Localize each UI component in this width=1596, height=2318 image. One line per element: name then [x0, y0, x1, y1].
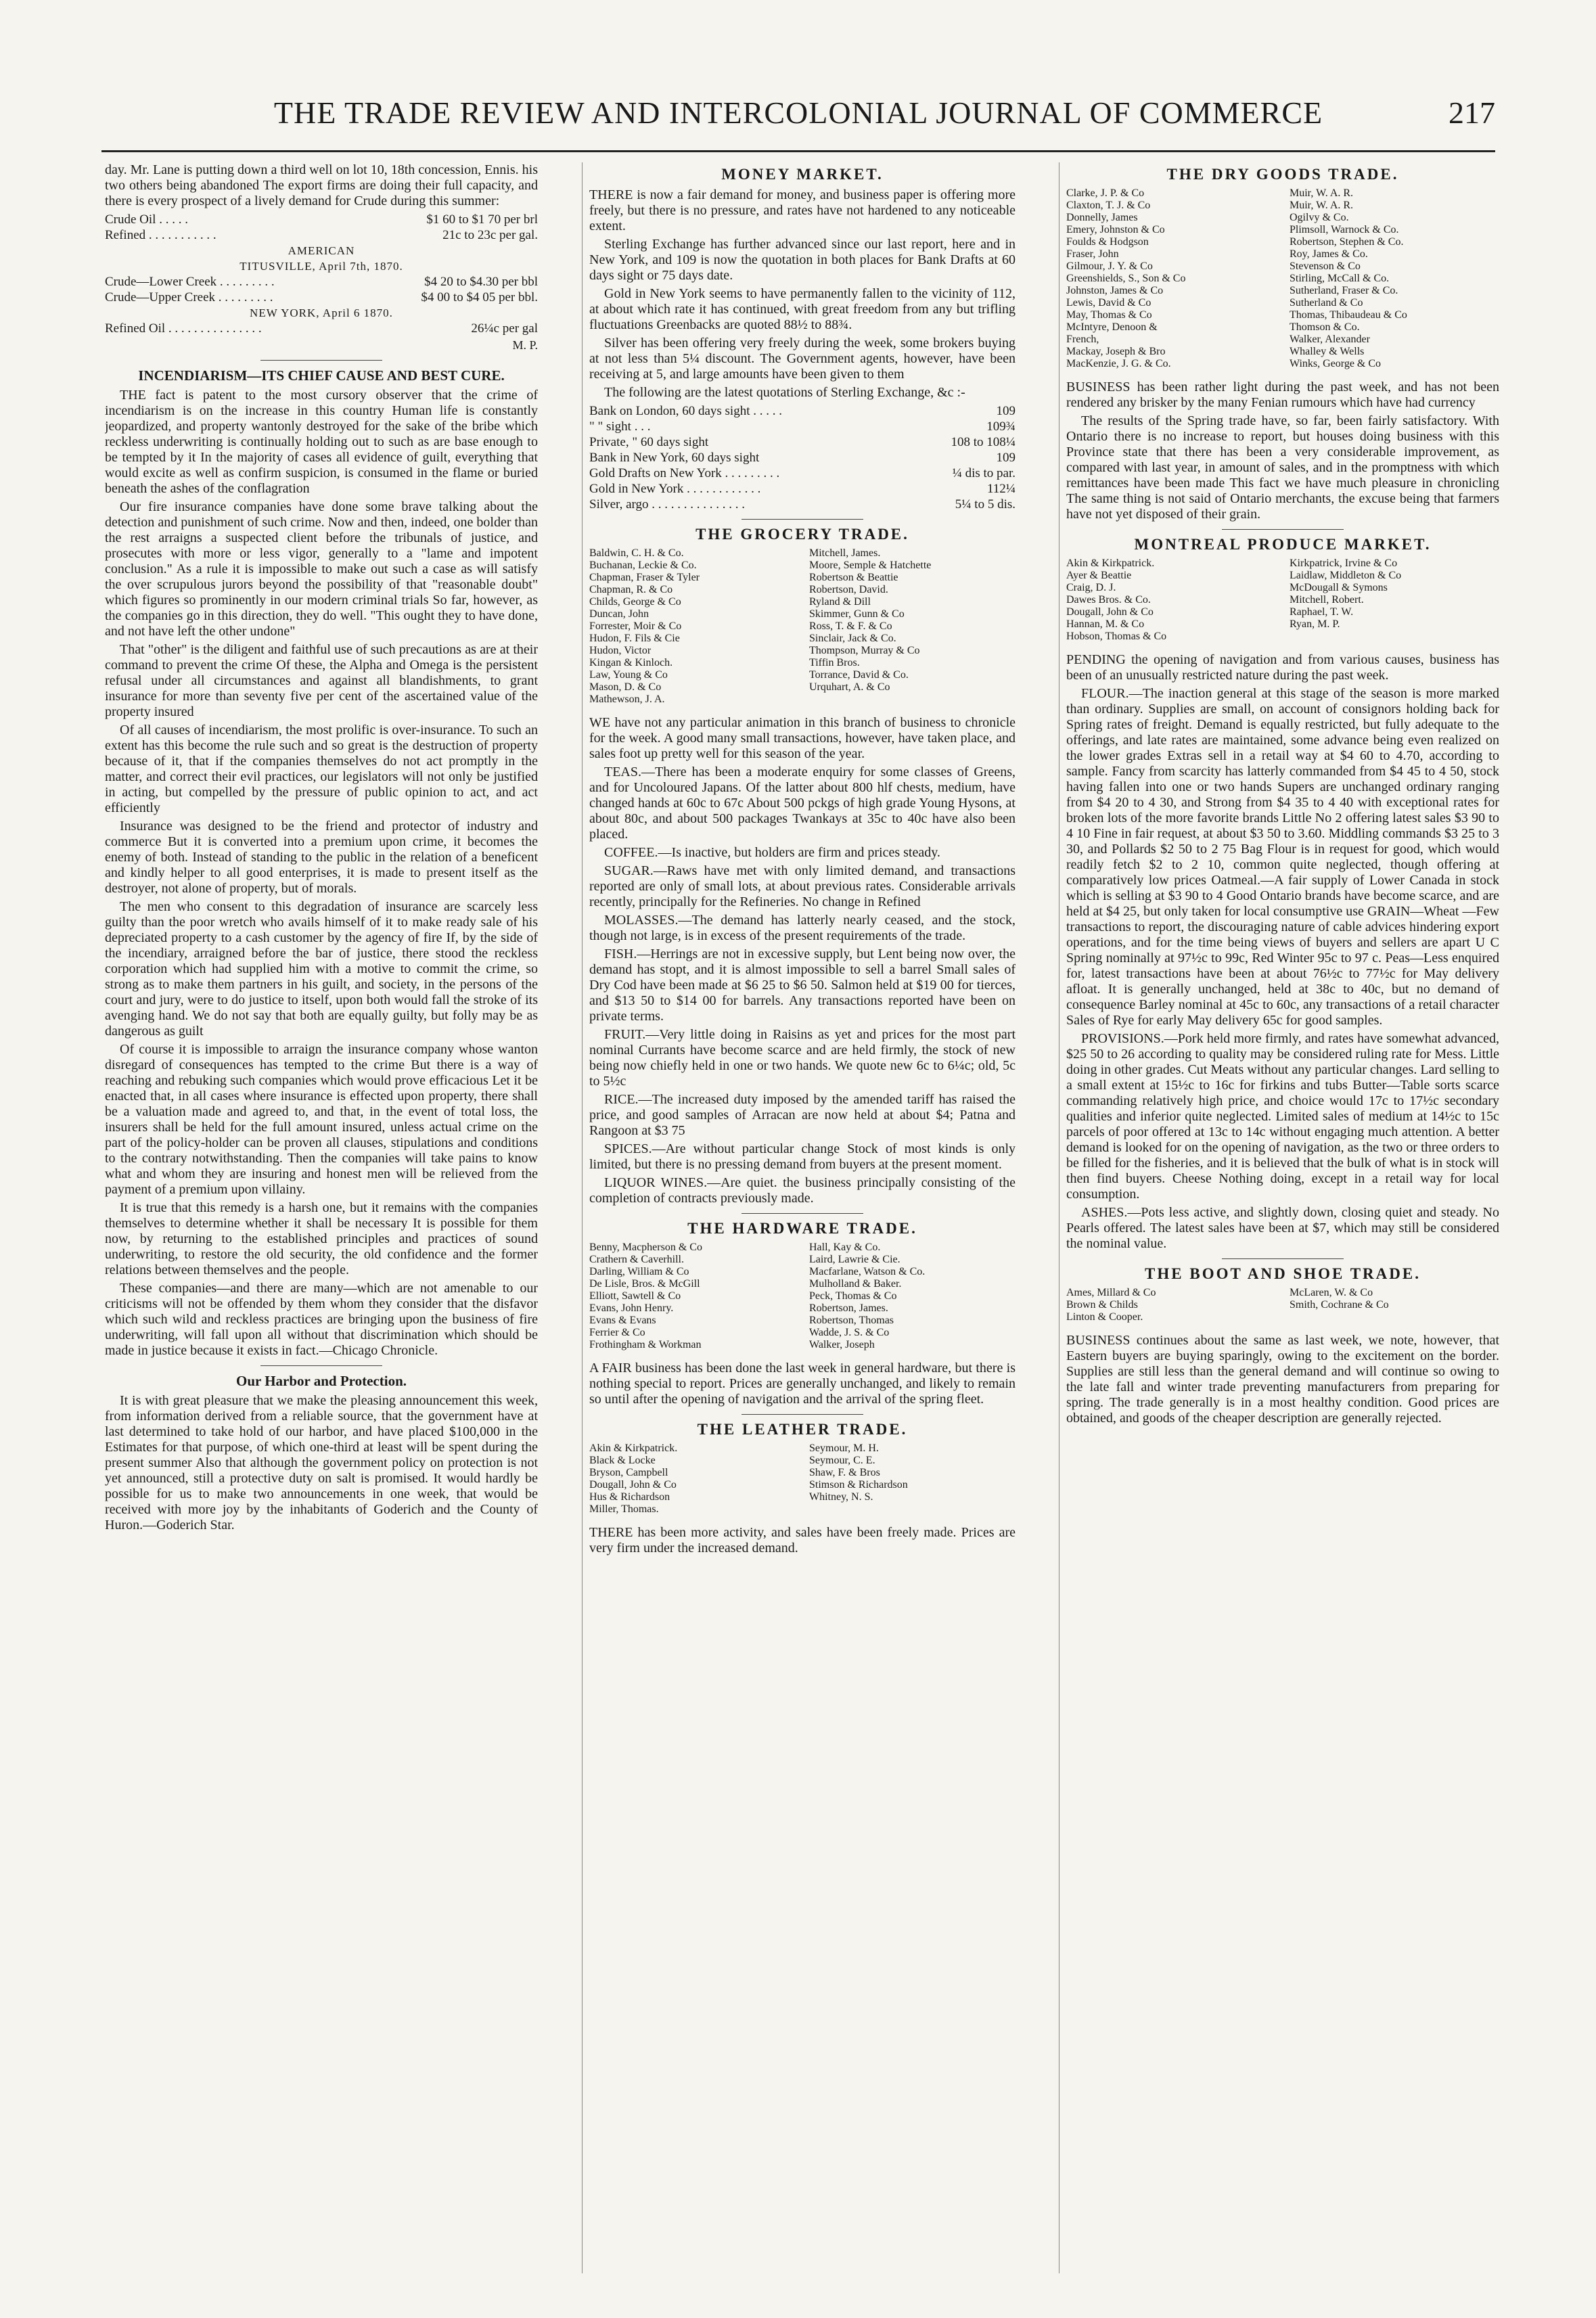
firm-name: Ryland & Dill	[809, 596, 871, 608]
new-york-date: NEW YORK, April 6 1870.	[250, 306, 393, 319]
article-paragraph: That "other" is the diligent and faithful use of such precautions as are at their command to prevent the crime Of these, the Alpha and Omega is the persistent refusal under all circumstances and against all blandishments, to grant insurance for more than seventy five per cent of the ascertained value of the property insured	[105, 642, 538, 719]
firm-name: Robertson, Stephen & Co.	[1290, 236, 1404, 248]
quote-label: " " sight . . .	[589, 419, 651, 434]
firm-name: Evans & Evans	[589, 1315, 656, 1326]
firm-name: Buchanan, Leckie & Co.	[589, 560, 697, 571]
firm-name: Elliott, Sawtell & Co	[589, 1290, 681, 1302]
firm-name: Miller, Thomas.	[589, 1503, 659, 1515]
quote-row	[589, 497, 1016, 512]
firm-name: Bryson, Campbell	[589, 1467, 668, 1478]
firm-list	[1066, 558, 1499, 643]
firm-name: Stimson & Richardson	[809, 1479, 908, 1491]
firm-name: Plimsoll, Warnock & Co.	[1290, 224, 1399, 235]
firm-name: Ayer & Beattie	[1066, 570, 1132, 581]
firm-name: Muir, W. A. R.	[1290, 187, 1354, 199]
article-paragraph: LIQUOR WINES.—Are quiet. the business principally consisting of the completion of contracts previously made.	[589, 1175, 1016, 1206]
article-paragraph: PROVISIONS.—Pork held more firmly, and rates have somewhat advanced, $25 50 to 26 according to quality may be considered ruling rate for Mess. Little doing in other grades. Cut Meats without any particular changes. Lard selling to a small extent at 15½c to 16c for firkins and tubs Butter—Table sorts scarce commanding relatively high price, and choice would 17c to 17½c secondary qualities and inferior quite neglected. Limited sales of medium at 14½c to 15c parcels of poor offered at 13c to 14c without engaging much attention. A better demand is looked for on the opening of navigation, as the two or three orders to be filled for the fisheries, and it is believed that the bulk of what is in stock will then find buyers. Cheese Nothing doing, except in a retail way for local consumption.	[1066, 1031, 1499, 1202]
firm-list	[1066, 1287, 1499, 1323]
american-label: AMERICAN	[288, 244, 355, 257]
article-paragraph: The following are the latest quotations of Sterling Exchange, &c :-	[604, 385, 965, 400]
oil-price: 21c to 23c per gal.	[442, 228, 538, 242]
firm-name: Shaw, F. & Bros	[809, 1467, 880, 1478]
firm-name: Robertson, David.	[809, 584, 888, 595]
page-number: 217	[1449, 95, 1495, 130]
quote-value: 109¾	[986, 419, 1016, 434]
section-divider	[742, 1414, 863, 1415]
firm-name: Lewis, David & Co	[1066, 297, 1152, 309]
firm-list	[589, 1242, 1016, 1351]
article-paragraph: These companies—and there are many—which are not amenable to our criticisms will not be offended by them whom they consider that the disfavor which such wild and reckless practices are bringing upon the business of fire underwriting, will fall upon all without that discrimination which should be made in justice because it exists in fact.—Chicago Chronicle.	[105, 1281, 538, 1358]
firm-name: Muir, W. A. R.	[1290, 200, 1354, 211]
firm-name: Baldwin, C. H. & Co.	[589, 547, 684, 559]
firm-name	[809, 694, 1016, 706]
quote-label: Bank on London, 60 days sight . . . . .	[589, 404, 782, 418]
quote-label: Silver, argo . . . . . . . . . . . . . . .	[589, 497, 746, 512]
article-paragraph: BUSINESS has been rather light during the past week, and has not been rendered any brisker by the many Fenian rumours which have had currency	[1066, 380, 1499, 410]
firm-name: Moore, Semple & Hatchette	[809, 560, 932, 571]
quote-value: 109	[996, 451, 1016, 465]
firm-name: Dougall, John & Co	[1066, 606, 1154, 618]
article-paragraph: MOLASSES.—The demand has latterly nearly ceased, and the stock, though not large, is in excess of the present requirements of the trade.	[589, 913, 1016, 943]
firm-name: Thomas, Thibaudeau & Co	[1290, 309, 1407, 321]
quote-value: 112¼	[986, 482, 1016, 496]
oil-label: Crude Oil . . . . .	[105, 212, 188, 227]
firm-name: Robertson, James.	[809, 1302, 888, 1314]
firm-name: Thompson, Murray & Co	[809, 645, 920, 656]
firm-name: Forrester, Moir & Co	[589, 620, 682, 632]
firm-name: Mulholland & Baker.	[809, 1278, 902, 1290]
firm-name: Law, Young & Co	[589, 669, 668, 681]
firm-name: Urquhart, A. & Co	[809, 681, 890, 693]
firm-name: Chapman, R. & Co	[589, 584, 673, 595]
section-divider	[260, 360, 382, 361]
firm-name: Brown & Childs	[1066, 1299, 1138, 1311]
article-paragraph: RICE.—The increased duty imposed by the amended tariff has raised the price, and good samples of Arracan are now held at about $4; Patna and Rangoon at $3 75	[589, 1092, 1016, 1138]
firm-name: Benny, Macpherson & Co	[589, 1242, 702, 1253]
firm-name: Mathewson, J. A.	[589, 694, 665, 705]
section-divider	[260, 1365, 382, 1366]
firm-name	[809, 1503, 1016, 1516]
article-paragraph: Our fire insurance companies have done some brave talking about the detection and punishment of such crime. Now and then, indeed, one bolder than the rest arraigns a suspected client before the tribunals of justice, and prosecutes with more or less vigor, generally to a "lame and impotent conclusion." As a rule it is impossible to make out such a case as will satisfy the over scrupulous jurors beyond the possibility of that "reasonable doubt" which figures so prominently in our modern criminal trials So far, however, as the companies go in this direction, they do well. "This ought they to have done, and not have left the other undone"	[105, 499, 538, 639]
quote-row	[589, 419, 1016, 434]
firm-name: Laird, Lawrie & Cie.	[809, 1254, 900, 1265]
oil-label: Crude—Lower Creek . . . . . . . . .	[105, 275, 275, 289]
article-paragraph: COFFEE.—Is inactive, but holders are firm and prices steady.	[604, 845, 940, 860]
firm-name: Roy, James & Co.	[1290, 248, 1368, 260]
firm-name: Childs, George & Co	[589, 596, 681, 608]
article-paragraph: SPICES.—Are without particular change Stock of most kinds is only limited, but there is no pressing demand from buyers at the present moment.	[589, 1141, 1016, 1172]
firm-name: Dawes Bros. & Co.	[1066, 594, 1151, 606]
oil-price: $4 20 to $4.30 per bbl	[424, 275, 538, 289]
firm-name: Sutherland, Fraser & Co.	[1290, 285, 1398, 296]
quote-label: Gold in New York . . . . . . . . . . . .	[589, 482, 761, 496]
firm-name: Johnston, James & Co	[1066, 285, 1164, 296]
firm-name: Seymour, C. E.	[809, 1455, 875, 1466]
section-title: THE HARDWARE TRADE.	[687, 1220, 917, 1237]
oil-row-refined	[105, 227, 538, 243]
firm-name: Greenshields, S., Son & Co	[1066, 273, 1186, 284]
article-paragraph: Gold in New York seems to have permanently fallen to the vicinity of 112, at about which rate it has continued, with great freedom from any but trifling fluctuations Greenbacks are quoted 88½ to 88¾.	[589, 286, 1016, 332]
article-paragraph: The results of the Spring trade have, so far, been fairly satisfactory. With Ontario there is no increase to report, but houses doing business with this Province state that there has been a very considerable improvement, as compared with last year, in amount of sales, and in the promptness with which remittances have been made This fact we have much pleasure in chronicling The same thing is not said of Ontario merchants, the excuse being that farmers have not yet disposed of their grain.	[1066, 413, 1499, 522]
article-paragraph: SUGAR.—Raws have met with only limited demand, and transactions reported are only of small lots, at about previous rates. Considerable arrivals recently, principally for the Refineries. No change in Refined	[589, 863, 1016, 909]
oil-row-upper-creek	[105, 290, 538, 305]
firm-name: Linton & Cooper.	[1066, 1311, 1143, 1323]
firm-name: Darling, William & Co	[589, 1266, 689, 1277]
quote-row	[589, 403, 1016, 419]
firm-name: Emery, Johnston & Co	[1066, 224, 1165, 235]
firm-name: Laidlaw, Middleton & Co	[1290, 570, 1402, 581]
firm-name: Raphael, T. W.	[1290, 606, 1354, 618]
article-paragraph: FRUIT.—Very little doing in Raisins as yet and prices for the most part nominal Currants have become scarce and are held firmly, the stock of new being now chiefly held in one or two hands. We quote new 6c to 6¼c; old, 5c to 5½c	[589, 1027, 1016, 1089]
article-title: Our Harbor and Protection.	[236, 1373, 407, 1389]
oil-row-refined-ny	[105, 321, 538, 336]
firm-list	[1066, 187, 1499, 370]
quote-row	[589, 481, 1016, 497]
article-paragraph: It is true that this remedy is a harsh one, but it remains with the companies themselves to determine whether it shall be necessary It is possible for them now, by returning to the established principles and practices of sound underwriting, to restore the old security, the old confidence and the former relations between themselves and the people.	[105, 1200, 538, 1277]
oil-prices	[105, 212, 538, 353]
oil-row-crude	[105, 212, 538, 227]
article-paragraph: Of all causes of incendiarism, the most prolific is over-insurance. To such an extent has this become the rule such and so great is the destruction of property because of it, that if the companies themselves do not act promptly in the matter, and correct their evil practices, our legislators will not only be justified in acting, but compelled by the pressure of public opinion to act, and act efficiently	[105, 723, 538, 815]
quote-value: 5¼ to 5 dis.	[955, 497, 1016, 512]
firm-name: Akin & Kirkpatrick.	[589, 1442, 678, 1454]
page-header	[101, 95, 1495, 142]
firm-name: Robertson & Beattie	[809, 572, 898, 583]
quote-row	[589, 450, 1016, 465]
firm-name: Winks, George & Co	[1290, 358, 1382, 369]
firm-name: Kirkpatrick, Irvine & Co	[1290, 558, 1398, 569]
oil-price: $1 60 to $1 70 per brl	[426, 212, 538, 227]
firm-name: Peck, Thomas & Co	[809, 1290, 897, 1302]
firm-name: Foulds & Hodgson	[1066, 236, 1149, 248]
firm-name: Ryan, M. P.	[1290, 618, 1340, 630]
article-paragraph: BUSINESS continues about the same as last week, we note, however, that Eastern buyers are buying sparingly, owing to the excitement on the border. Supplies are still less than the general demand and will continue so owing to the late fall and winter trade preventing manufacturers from preparing for spring. The trade generally is in a most healthy condition. Good prices are obtained, and goods of the cheaper description are generally rejected.	[1066, 1333, 1499, 1426]
firm-name: Tiffin Bros.	[809, 657, 860, 668]
column-left	[105, 162, 538, 2273]
article-paragraph: THERE has been more activity, and sales have been freely made. Prices are very firm under the increased demand.	[589, 1525, 1016, 1555]
firm-name: Craig, D. J.	[1066, 582, 1116, 593]
firm-name: Sinclair, Jack & Co.	[809, 633, 896, 644]
firm-list	[589, 1442, 1016, 1516]
oil-label: Refined Oil . . . . . . . . . . . . . . .	[105, 321, 262, 336]
page-title: THE TRADE REVIEW AND INTERCOLONIAL JOURNAL OF COMMERCE	[273, 95, 1323, 130]
quote-value: ¼ dis to par.	[952, 466, 1016, 480]
firm-name: Black & Locke	[589, 1455, 656, 1466]
column-middle	[582, 162, 1016, 2273]
article-paragraph: PENDING the opening of navigation and from various causes, business has been of an unusually restricted nature during the past week.	[1066, 652, 1499, 683]
firm-name: Fraser, John	[1066, 248, 1119, 260]
article-paragraph: It is with great pleasure that we make the pleasing announcement this week, from information derived from a reliable source, that the government have at last determined to take hold of our harbor, and have placed $100,000 in the Estimates for that purpose, of which one-third at least will be spent during the present summer Also that although the government policy on protection is not yet announced, still a protective duty on salt is promised. It would hardly be possible for us to make two announcements in one week, that would be received with more joy by the inhabitants of Goderich and the County of Huron.—Goderich Star.	[105, 1393, 538, 1532]
firm-name: Ogilvy & Co.	[1290, 212, 1349, 223]
firm-name: Whitney, N. S.	[809, 1491, 873, 1503]
firm-name: Claxton, T. J. & Co	[1066, 200, 1151, 211]
firm-name: Mackay, Joseph & Bro	[1066, 346, 1166, 357]
section-title: THE GROCERY TRADE.	[696, 526, 909, 543]
firm-name: De Lisle, Bros. & McGill	[589, 1278, 700, 1290]
firm-name: Mason, D. & Co	[589, 681, 662, 693]
firm-name: Stirling, McCall & Co.	[1290, 273, 1390, 284]
firm-name: Hobson, Thomas & Co	[1066, 631, 1167, 642]
firm-name: Crathern & Caverhill.	[589, 1254, 684, 1265]
firm-name: Hus & Richardson	[589, 1491, 670, 1503]
signature: M. P.	[512, 338, 538, 352]
firm-name: French,	[1066, 334, 1099, 345]
firm-name: Ferrier & Co	[589, 1327, 645, 1338]
firm-name: Torrance, David & Co.	[809, 669, 909, 681]
firm-name: Skimmer, Gunn & Co	[809, 608, 905, 620]
quote-row	[589, 434, 1016, 450]
firm-name: Mitchell, James.	[809, 547, 881, 559]
firm-name: Duncan, John	[589, 608, 649, 620]
article-title: INCENDIARISM—ITS CHIEF CAUSE AND BEST CURE.	[138, 367, 505, 384]
firm-name	[1290, 631, 1499, 643]
oil-row-lower-creek	[105, 274, 538, 290]
section-title: THE DRY GOODS TRADE.	[1166, 166, 1399, 183]
firm-name: Wadde, J. S. & Co	[809, 1327, 890, 1338]
oil-price: 26¼c per gal	[471, 321, 538, 336]
quote-value: 109	[996, 404, 1016, 418]
firm-name: Seymour, M. H.	[809, 1442, 879, 1454]
firm-name: Mitchell, Robert.	[1290, 594, 1364, 606]
firm-name: Hudon, F. Fils & Cie	[589, 633, 680, 644]
firm-name	[1290, 1311, 1499, 1323]
firm-name: Dougall, John & Co	[589, 1479, 677, 1491]
firm-name: May, Thomas & Co	[1066, 309, 1152, 321]
header-rule	[101, 150, 1495, 152]
quote-label: Private, " 60 days sight	[589, 435, 709, 449]
firm-name: Kingan & Kinloch.	[589, 657, 673, 668]
firm-name: Sutherland & Co	[1290, 297, 1363, 309]
oil-intro: day. Mr. Lane is putting down a third well on lot 10, 18th concession, Ennis. his two others being abandoned The export firms are doing their full capacity, and there is every prospect of a lively demand for Crude during this summer:	[105, 162, 538, 208]
section-divider	[1222, 529, 1344, 530]
quote-label: Gold Drafts on New York . . . . . . . . .	[589, 466, 780, 480]
section-divider	[742, 1213, 863, 1214]
section-title: THE BOOT AND SHOE TRADE.	[1145, 1265, 1421, 1282]
firm-name: Walker, Alexander	[1290, 334, 1370, 345]
quote-row	[589, 465, 1016, 481]
firm-name: Hall, Kay & Co.	[809, 1242, 881, 1253]
article-paragraph: THERE is now a fair demand for money, and business paper is offering more freely, but there is no pressure, and rates have not hardened to any noticeable extent.	[589, 187, 1016, 233]
firm-name: Donnelly, James	[1066, 212, 1138, 223]
firm-name: Frothingham & Workman	[589, 1339, 702, 1350]
firm-name: Robertson, Thomas	[809, 1315, 894, 1326]
firm-name: Thomson & Co.	[1290, 321, 1360, 333]
firm-name: Hannan, M. & Co	[1066, 618, 1145, 630]
article-paragraph: ASHES.—Pots less active, and slightly down, closing quiet and steady. No Pearls offered. The latest sales have been at $7, which may still be considered the nominal value.	[1066, 1205, 1499, 1251]
firm-name: McDougall & Symons	[1290, 582, 1388, 593]
firm-name: MacKenzie, J. G. & Co.	[1066, 358, 1171, 369]
article-paragraph: A FAIR business has been done the last week in general hardware, but there is nothing special to report. Prices are generally unchanged, and likely to remain so until after the opening of navigation and the arrival of the spring fleet.	[589, 1361, 1016, 1407]
article-paragraph: Insurance was designed to be the friend and protector of industry and commerce But it is converted into a premium upon crime, it becomes the enemy of both. Instead of standing to the public in the relation of a beneficent and kindly helper to all good enterprises, it is made to present itself as the destroyer, not alone of property, but of morals.	[105, 819, 538, 896]
firm-name: Whalley & Wells	[1290, 346, 1365, 357]
article-paragraph: The men who consent to this degradation of insurance are scarcely less guilty than the poor wretch who avails himself of it to make ready sale of his depreciated property to a cash customer by the agency of fire If, by the side of the incendiary, arraigned before the bar of justice, there stood the reckless corporation which had supplied him with a motive to commit the crime, so strong as to make them partners in his guilt, and society, in the persons of the court and jury, were to do justice to itself, upon both would fall the stroke of its avenging hand. We do not say that both are equally guilty, but folly may be as dangerous as guilt	[105, 899, 538, 1039]
quote-label: Bank in New York, 60 days sight	[589, 451, 760, 465]
article-paragraph: Sterling Exchange has further advanced since our last report, here and in New York, and 109 is now the quotation in both places for Bank Drafts at 60 days sight or 75 days date.	[589, 237, 1016, 283]
section-divider	[742, 519, 863, 520]
oil-price: $4 00 to $4 05 per bbl.	[421, 290, 538, 304]
firm-name: Evans, John Henry.	[589, 1302, 674, 1314]
article-paragraph: THE fact is patent to the most cursory observer that the crime of incendiarism is on the increase in this country Human life is constantly jeopardized, and property wantonly destroyed for the sake of the bribe which reckless underwriting is continually holding out to such as are base enough to be tempted by it In the majority of cases all evidence of guilt, everything that would excite as well as confirm suspicion, is consumed in the flame or buried beneath the ashes of the conflagration	[105, 388, 538, 496]
article-paragraph: WE have not any particular animation in this branch of business to chronicle for the week. A good many small transactions, however, have taken place, and sales foot up pretty well for this season of the year.	[589, 715, 1016, 761]
section-divider	[1222, 1258, 1344, 1259]
firm-name: Akin & Kirkpatrick.	[1066, 558, 1155, 569]
firm-name: McLaren, W. & Co	[1290, 1287, 1373, 1298]
article-paragraph: FLOUR.—The inaction general at this stage of the season is more marked than ordinary. Supplies are small, on account of consignors holding back for Spring rates of freight. Demand is equally restricted, but fully adequate to the offerings, and late rates are maintained, some advance being even realized on the lower grades Extras sell in a retail way at $4 60 to 4.70, according to sample. Fancy from scarcity has latterly commanded from $4 45 to 4 50, stock having fallen into one or two hands Supers are unchanged ordinary ranging from $4 20 to 4 30, and Strong from $4 35 to 4 40 with exceptional rates for broken lots of the more favorite brands Little No 2 offering latest sales $3 90 to 4 10 Fine in fair request, at about $3 50 to 3.60. Middling commands $3 25 to 3 30, and Pollards $2 50 to 2 75 Bag Flour is in request for good, which would readily fetch $2 to 2 10, common quite neglected, though offering at comparatively low prices Oatmeal.—A fair supply of Lower Canada in stock which is selling at $3 90 to 4 Good Ontario brands have become scarce, and are held at $4 25, but only taken for local consumptive use GRAIN—Wheat —Few transactions to report, the discouraging nature of cable advices hindering export operations, and for the time being views of buyers and sellers are apart U C Spring nominally at 97½c to 99c, Red Winter 95c to 97 c. Peas—Less enquired for, latest transactions have been at about 76½c to 77½c for May delivery afloat. It is generally unchanged, held at 38c to 40c, but no demand of consequence Barley nominal at 45c to 60c, any transactions of a retail character Sales of Rye for early May delivery 65c for good samples.	[1066, 686, 1499, 1028]
firm-name: McIntyre, Denoon &	[1066, 321, 1158, 333]
column-right	[1059, 162, 1499, 2273]
firm-name: Walker, Joseph	[809, 1339, 875, 1350]
firm-name: Stevenson & Co	[1290, 260, 1361, 272]
article-paragraph: TEAS.—There has been a moderate enquiry for some classes of Greens, and for Uncoloured Japans. Of the latter about 800 hlf chests, medium, have changed hands at 60c to 67c About 500 pckgs of high grade Young Hysons, at about 80c, and about 500 packages Twankays at 35c to 40c have also been placed.	[589, 765, 1016, 842]
oil-label: Crude—Upper Creek . . . . . . . . .	[105, 290, 273, 304]
article-paragraph: FISH.—Herrings are not in excessive supply, but Lent being now over, the demand has stopt, and it is almost impossible to sell a barrel Small sales of Dry Cod have been made at $6 25 to $6 50. Salmon held at $19 00 for tierces, and $13 50 to $14 00 for barrels. Any transactions reported have been on private terms.	[589, 947, 1016, 1024]
firm-name: Hudon, Victor	[589, 645, 652, 656]
firm-name: Gilmour, J. Y. & Co	[1066, 260, 1153, 272]
section-title: MONTREAL PRODUCE MARKET.	[1134, 536, 1432, 553]
firm-name: Macfarlane, Watson & Co.	[809, 1266, 926, 1277]
firm-name: Chapman, Fraser & Tyler	[589, 572, 700, 583]
firm-name: Ross, T. & F. & Co	[809, 620, 892, 632]
quote-value: 108 to 108¼	[951, 435, 1016, 449]
firm-list	[589, 547, 1016, 706]
article-paragraph: Of course it is impossible to arraign the insurance company whose wanton disregard of consequences has tempted to the crime But there is a way of reaching and rebuking such companies which would prove efficacious Let it be enacted that, in all cases where insurance is effected upon property, there shall be a valuation made and agreed to, and that, in the event of total loss, the insurers shall be held for the full amount insured, unless actual crime on the part of the policy-holder can be proven all clauses, stipulations and conditions to the contrary notwithstanding. Then the companies will take pains to know what and whom they are insuring and honest men will be relieved from the payment of a premium upon villainy.	[105, 1042, 538, 1197]
article-paragraph: Silver has been offering very freely during the week, some brokers buying at not less than 5¼ discount. The Government agents, however, have been receiving at 5, and large amounts have been given to them	[589, 336, 1016, 382]
section-title: THE LEATHER TRADE.	[697, 1421, 908, 1438]
section-title: MONEY MARKET.	[721, 166, 884, 183]
oil-label: Refined . . . . . . . . . . .	[105, 228, 216, 242]
exchange-quotes	[589, 403, 1016, 512]
firm-name: Smith, Cochrane & Co	[1290, 1299, 1389, 1311]
titusville-date: TITUSVILLE, April 7th, 1870.	[240, 260, 403, 273]
firm-name: Ames, Millard & Co	[1066, 1287, 1156, 1298]
firm-name: Clarke, J. P. & Co	[1066, 187, 1145, 199]
